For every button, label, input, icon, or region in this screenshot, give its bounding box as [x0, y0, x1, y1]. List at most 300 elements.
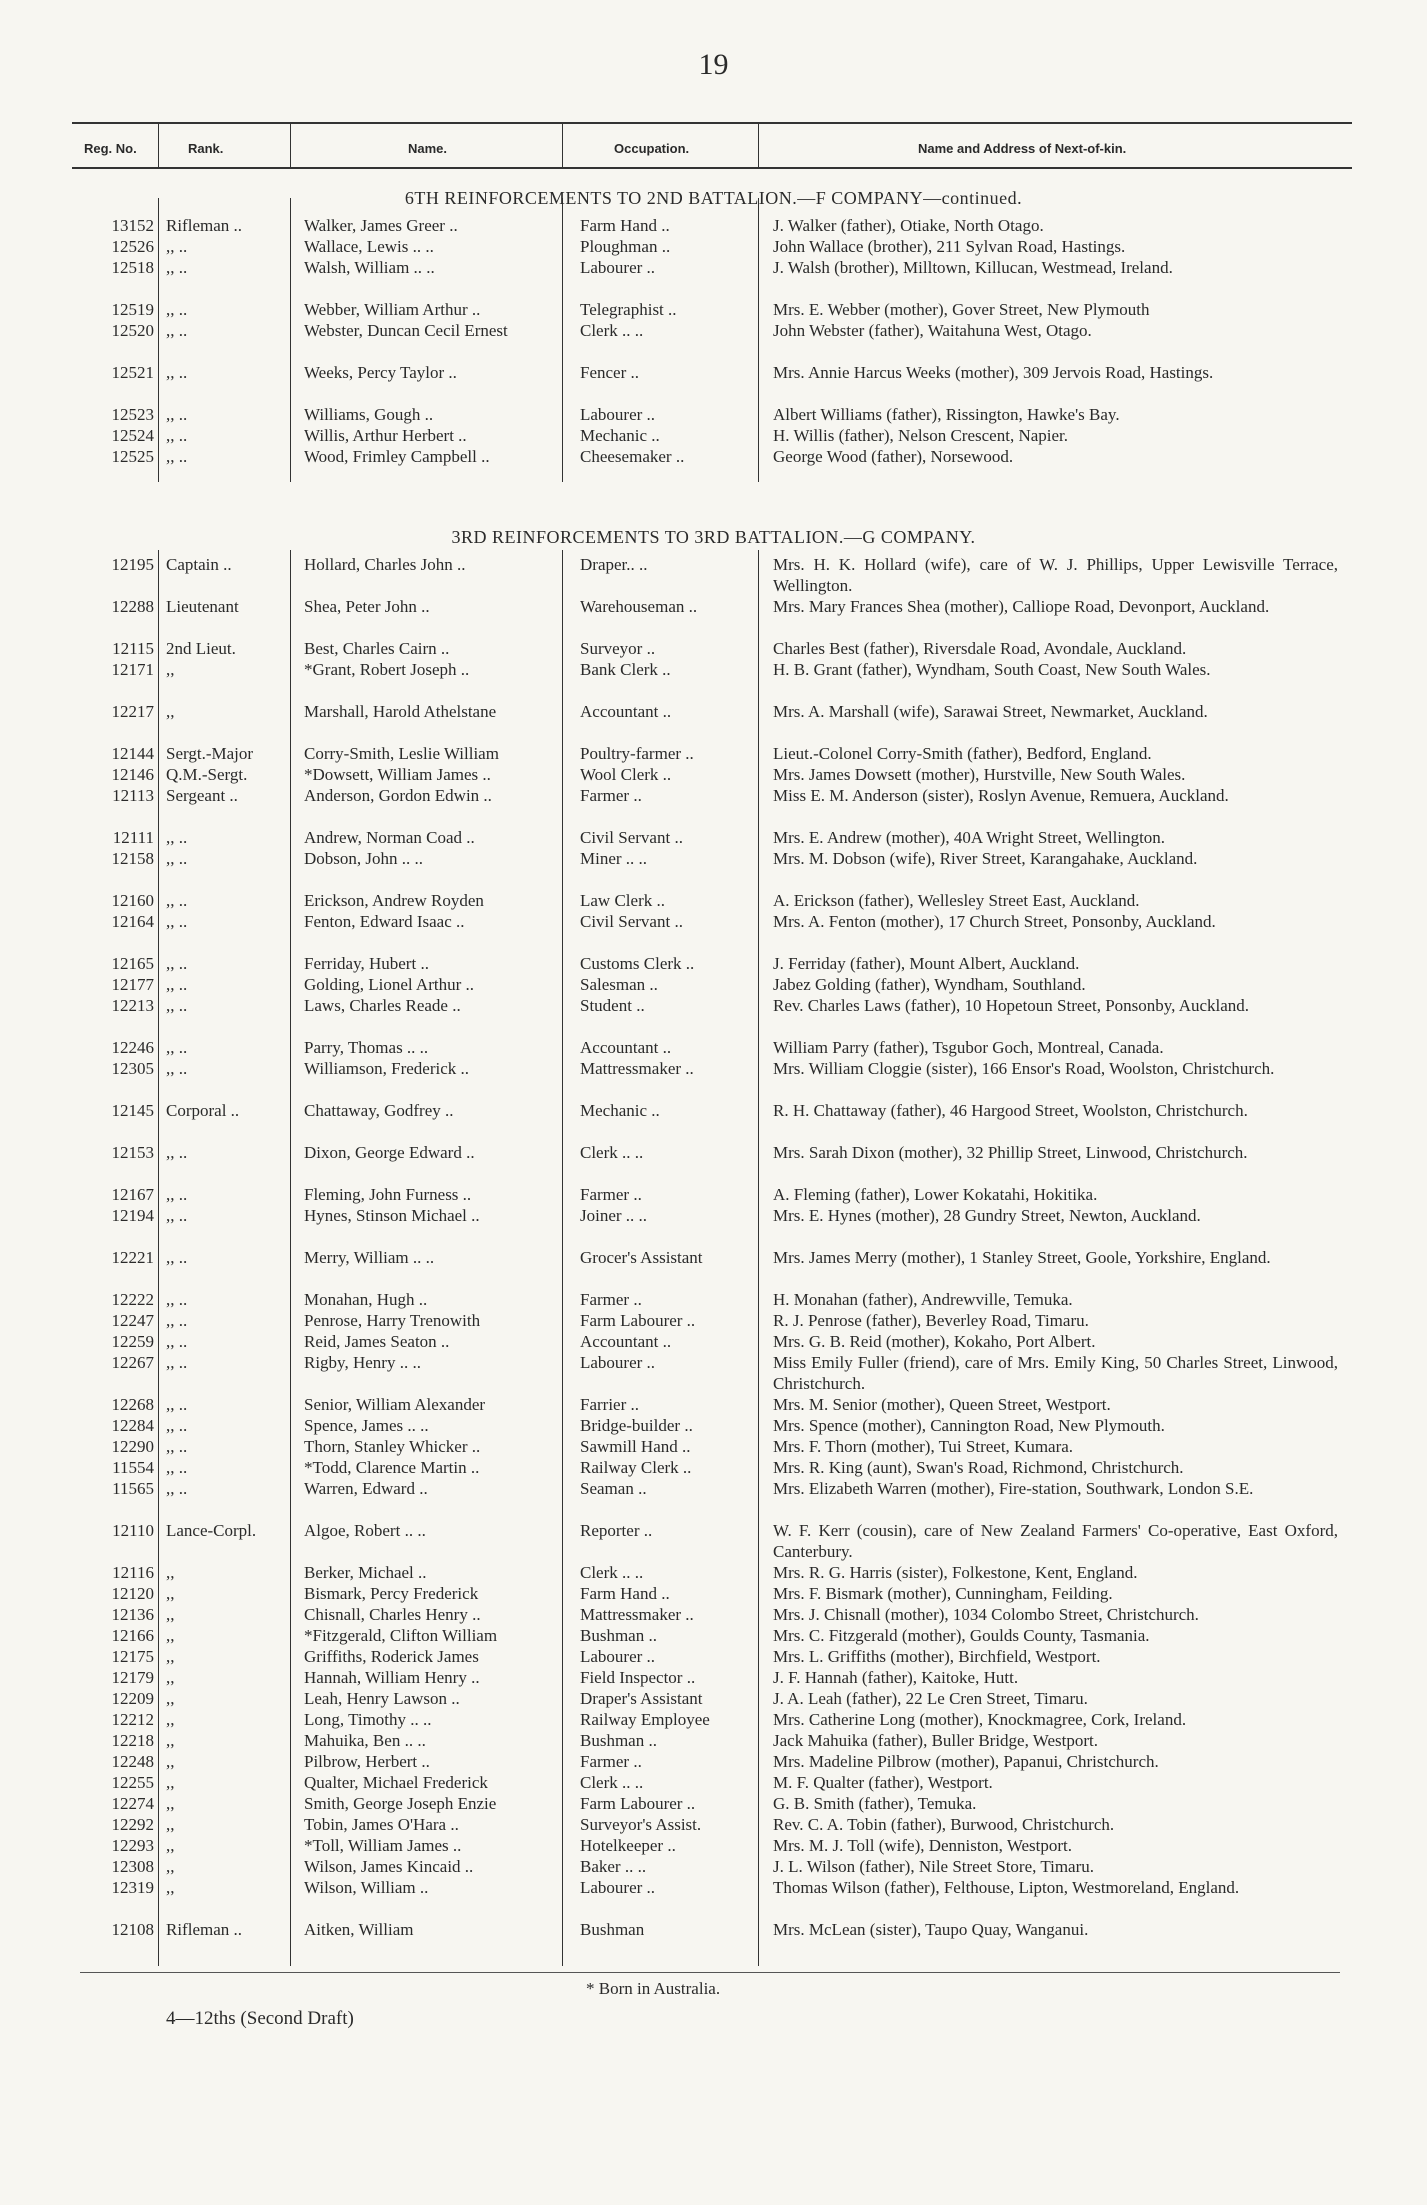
- occupation: Farrier ..: [580, 1395, 640, 1414]
- next-of-kin: Lieut.-Colonel Corry-Smith (father), Bedford, England.: [773, 744, 1152, 763]
- soldier-name: Shea, Peter John ..: [304, 597, 430, 616]
- occupation: Labourer ..: [580, 1878, 656, 1897]
- soldier-name: Webber, William Arthur ..: [304, 300, 481, 319]
- rank: ,, ..: [166, 426, 188, 445]
- soldier-name: Parry, Thomas .. ..: [304, 1038, 429, 1057]
- rank: Lance-Corpl.: [166, 1521, 257, 1540]
- column-rule: [758, 198, 759, 482]
- reg-number: 12217: [111, 702, 154, 721]
- occupation: Accountant ..: [580, 1332, 672, 1351]
- occupation: Telegraphist ..: [580, 300, 677, 319]
- occupation: Farm Hand ..: [580, 1584, 670, 1603]
- next-of-kin: Mrs. E. Hynes (mother), 28 Gundry Street, Newton, Auckland.: [773, 1206, 1201, 1225]
- rank: ,, ..: [166, 321, 188, 340]
- next-of-kin: Mrs. James Merry (mother), 1 Stanley Street, Goole, Yorkshire, England.: [773, 1248, 1271, 1267]
- reg-number: 12255: [111, 1773, 154, 1792]
- soldier-name: Hollard, Charles John ..: [304, 555, 466, 574]
- occupation: Railway Clerk ..: [580, 1458, 692, 1477]
- next-of-kin: J. F. Hannah (father), Kaitoke, Hutt.: [773, 1668, 1019, 1687]
- occupation: Customs Clerk ..: [580, 954, 695, 973]
- occupation: Miner .. ..: [580, 849, 648, 868]
- rank: ,, ..: [166, 1395, 188, 1414]
- next-of-kin: R. J. Penrose (father), Beverley Road, Timaru.: [773, 1311, 1089, 1330]
- next-of-kin: Mrs. R. G. Harris (sister), Folkestone, Kent, England.: [773, 1563, 1138, 1582]
- rank: 2nd Lieut.: [166, 639, 236, 658]
- occupation: Bushman ..: [580, 1626, 657, 1645]
- column-rule: [562, 198, 563, 482]
- soldier-name: Bismark, Percy Frederick: [304, 1584, 479, 1603]
- occupation: Student ..: [580, 996, 645, 1015]
- reg-number: 12115: [112, 639, 154, 658]
- soldier-name: Willis, Arthur Herbert ..: [304, 426, 467, 445]
- rank: Sergt.-Major: [166, 744, 254, 763]
- rank: ,,: [166, 1836, 175, 1855]
- rank: ,, ..: [166, 363, 188, 382]
- rank: ,, ..: [166, 1458, 188, 1477]
- occupation: Farm Labourer ..: [580, 1794, 696, 1813]
- col-head-reg: Reg. No.: [84, 141, 137, 156]
- occupation: Grocer's Assistant: [580, 1248, 703, 1267]
- rank: ,, ..: [166, 237, 188, 256]
- reg-number: 12166: [111, 1626, 154, 1645]
- reg-number: 12120: [111, 1584, 154, 1603]
- reg-number: 12523: [111, 405, 154, 424]
- rank: ,, ..: [166, 447, 188, 466]
- reg-number: 12158: [111, 849, 154, 868]
- rank: ,, ..: [166, 1143, 188, 1162]
- occupation: Bridge-builder ..: [580, 1416, 693, 1435]
- reg-number: 12195: [111, 555, 154, 574]
- rank: ,, ..: [166, 828, 188, 847]
- reg-number: 12521: [111, 363, 154, 382]
- next-of-kin: Mrs. R. King (aunt), Swan's Road, Richmond, Christchurch.: [773, 1458, 1184, 1477]
- reg-number: 12144: [111, 744, 154, 763]
- occupation: Joiner .. ..: [580, 1206, 648, 1225]
- next-of-kin: Mrs. L. Griffiths (mother), Birchfield, Westport.: [773, 1647, 1101, 1666]
- soldier-name: Ferriday, Hubert ..: [304, 954, 429, 973]
- next-of-kin: Mrs. M. Senior (mother), Queen Street, Westport.: [773, 1395, 1111, 1414]
- next-of-kin: Mrs. William Cloggie (sister), 166 Ensor's Road, Woolston, Christchurch.: [773, 1059, 1275, 1078]
- occupation: Wool Clerk ..: [580, 765, 672, 784]
- occupation: Farm Hand ..: [580, 216, 670, 235]
- next-of-kin: Mrs. F. Thorn (mother), Tui Street, Kumara.: [773, 1437, 1074, 1456]
- next-of-kin: Thomas Wilson (father), Felthouse, Lipton, Westmoreland, England.: [773, 1878, 1240, 1897]
- reg-number: 12145: [111, 1101, 154, 1120]
- reg-number: 12209: [111, 1689, 154, 1708]
- soldier-name: Aitken, William: [304, 1920, 414, 1939]
- next-of-kin: Mrs. Mary Frances Shea (mother), Calliope Road, Devonport, Auckland.: [773, 597, 1270, 616]
- occupation: Labourer ..: [580, 1353, 656, 1372]
- soldier-name: Wilson, James Kincaid ..: [304, 1857, 474, 1876]
- rank: Corporal ..: [166, 1101, 240, 1120]
- reg-number: 12194: [111, 1206, 154, 1225]
- soldier-name: Penrose, Harry Trenowith: [304, 1311, 481, 1330]
- reg-number: 12525: [111, 447, 154, 466]
- reg-number: 12160: [111, 891, 154, 910]
- occupation: Labourer ..: [580, 405, 656, 424]
- next-of-kin: A. Erickson (father), Wellesley Street East, Auckland.: [773, 891, 1140, 910]
- header-divider: [758, 124, 759, 167]
- col-head-kin: Name and Address of Next-of-kin.: [918, 141, 1127, 156]
- rank: ,,: [166, 1878, 175, 1897]
- occupation: Hotelkeeper ..: [580, 1836, 676, 1855]
- reg-number: 12246: [111, 1038, 154, 1057]
- next-of-kin: Mrs. Catherine Long (mother), Knockmagree, Cork, Ireland.: [773, 1710, 1187, 1729]
- occupation: Labourer ..: [580, 1647, 656, 1666]
- reg-number: 12268: [111, 1395, 154, 1414]
- rank: ,,: [166, 1752, 175, 1771]
- rank: ,,: [166, 1626, 175, 1645]
- header-divider: [158, 124, 159, 167]
- occupation: Farmer ..: [580, 1185, 642, 1204]
- next-of-kin: John Wallace (brother), 211 Sylvan Road, Hastings.: [773, 237, 1126, 256]
- occupation: Mattressmaker ..: [580, 1605, 694, 1624]
- reg-number: 12175: [111, 1647, 154, 1666]
- rank: ,, ..: [166, 1311, 188, 1330]
- next-of-kin: G. B. Smith (father), Temuka.: [773, 1794, 977, 1813]
- next-of-kin: M. F. Qualter (father), Westport.: [773, 1773, 993, 1792]
- soldier-name: Pilbrow, Herbert ..: [304, 1752, 430, 1771]
- reg-number: 12247: [111, 1311, 154, 1330]
- soldier-name: Senior, William Alexander: [304, 1395, 486, 1414]
- soldier-name: Algoe, Robert .. ..: [304, 1521, 426, 1540]
- soldier-name: Andrew, Norman Coad ..: [304, 828, 475, 847]
- reg-number: 12179: [111, 1668, 154, 1687]
- rank: ,, ..: [166, 912, 188, 931]
- soldier-name: *Dowsett, William James ..: [304, 765, 491, 784]
- next-of-kin: Mrs. M. J. Toll (wife), Denniston, Westport.: [773, 1836, 1073, 1855]
- soldier-name: Warren, Edward ..: [304, 1479, 428, 1498]
- rank: ,,: [166, 660, 175, 679]
- soldier-name: Erickson, Andrew Royden: [304, 891, 484, 910]
- soldier-name: Weeks, Percy Taylor ..: [304, 363, 457, 382]
- rank: ,, ..: [166, 300, 188, 319]
- reg-number: 12292: [111, 1815, 154, 1834]
- column-rule: [290, 550, 291, 1966]
- rank: ,,: [166, 1563, 175, 1582]
- next-of-kin: W. F. Kerr (cousin), care of New Zealand Farmers' Co-operative, East Oxford, Canterbury.: [773, 1521, 1338, 1561]
- next-of-kin: Mrs. Annie Harcus Weeks (mother), 309 Jervois Road, Hastings.: [773, 363, 1214, 382]
- rank: Rifleman ..: [166, 1920, 243, 1939]
- reg-number: 12153: [111, 1143, 154, 1162]
- next-of-kin: H. Monahan (father), Andrewville, Temuka.: [773, 1290, 1073, 1309]
- occupation: Labourer ..: [580, 258, 656, 277]
- occupation: Mechanic ..: [580, 1101, 660, 1120]
- occupation: Salesman ..: [580, 975, 658, 994]
- reg-number: 12221: [111, 1248, 154, 1267]
- reg-number: 12305: [111, 1059, 154, 1078]
- reg-number: 12110: [112, 1521, 154, 1540]
- reg-number: 12319: [111, 1878, 154, 1897]
- next-of-kin: Mrs. Spence (mother), Cannington Road, New Plymouth.: [773, 1416, 1165, 1435]
- next-of-kin: Mrs. A. Marshall (wife), Sarawai Street, Newmarket, Auckland.: [773, 702, 1208, 721]
- rank: ,, ..: [166, 891, 188, 910]
- rank: ,,: [166, 1689, 175, 1708]
- next-of-kin: Mrs. Sarah Dixon (mother), 32 Phillip Street, Linwood, Christchurch.: [773, 1143, 1248, 1162]
- reg-number: 12259: [111, 1332, 154, 1351]
- soldier-name: Williams, Gough ..: [304, 405, 434, 424]
- occupation: Bank Clerk ..: [580, 660, 671, 679]
- rank: ,, ..: [166, 1416, 188, 1435]
- soldier-name: Thorn, Stanley Whicker ..: [304, 1437, 481, 1456]
- soldier-name: Williamson, Frederick ..: [304, 1059, 470, 1078]
- soldier-name: Berker, Michael ..: [304, 1563, 427, 1582]
- next-of-kin: Mrs. M. Dobson (wife), River Street, Karangahake, Auckland.: [773, 849, 1198, 868]
- reg-number: 12164: [111, 912, 154, 931]
- next-of-kin: A. Fleming (father), Lower Kokatahi, Hokitika.: [773, 1185, 1098, 1204]
- occupation: Farmer ..: [580, 786, 642, 805]
- soldier-name: Tobin, James O'Hara ..: [304, 1815, 459, 1834]
- soldier-name: Merry, William .. ..: [304, 1248, 435, 1267]
- next-of-kin: Mrs. C. Fitzgerald (mother), Goulds County, Tasmania.: [773, 1626, 1150, 1645]
- rank: ,, ..: [166, 954, 188, 973]
- soldier-name: Walsh, William .. ..: [304, 258, 435, 277]
- occupation: Surveyor ..: [580, 639, 656, 658]
- reg-number: 12518: [111, 258, 154, 277]
- soldier-name: *Toll, William James ..: [304, 1836, 462, 1855]
- header-bottom-rule: [72, 167, 1352, 169]
- next-of-kin: John Webster (father), Waitahuna West, Otago.: [773, 321, 1092, 340]
- reg-number: 12222: [111, 1290, 154, 1309]
- reg-number: 12290: [111, 1437, 154, 1456]
- soldier-name: Wilson, William ..: [304, 1878, 429, 1897]
- rank: ,, ..: [166, 975, 188, 994]
- reg-number: 12213: [111, 996, 154, 1015]
- section-title: 3RD REINFORCEMENTS TO 3RD BATTALION.—G COMPANY.: [451, 527, 976, 547]
- reg-number: 12171: [111, 660, 154, 679]
- rank: ,, ..: [166, 1332, 188, 1351]
- column-rule: [158, 198, 159, 482]
- reg-number: 12165: [111, 954, 154, 973]
- reg-number: 12308: [111, 1857, 154, 1876]
- soldier-name: Corry-Smith, Leslie William: [304, 744, 499, 763]
- occupation: Reporter ..: [580, 1521, 653, 1540]
- header-divider: [290, 124, 291, 167]
- soldier-name: Monahan, Hugh ..: [304, 1290, 428, 1309]
- rank: ,,: [166, 1857, 175, 1876]
- occupation: Clerk .. ..: [580, 1143, 644, 1162]
- occupation: Farm Labourer ..: [580, 1311, 696, 1330]
- reg-number: 12248: [111, 1752, 154, 1771]
- occupation: Mechanic ..: [580, 426, 660, 445]
- occupation: Railway Employee: [580, 1710, 710, 1729]
- column-rule: [758, 550, 759, 1966]
- occupation: Draper.. ..: [580, 555, 648, 574]
- next-of-kin: Mrs. J. Chisnall (mother), 1034 Colombo Street, Christchurch.: [773, 1605, 1199, 1624]
- soldier-name: Spence, James .. ..: [304, 1416, 429, 1435]
- next-of-kin: J. Walsh (brother), Milltown, Killucan, Westmead, Ireland.: [773, 258, 1173, 277]
- reg-number: 12274: [111, 1794, 154, 1813]
- reg-number: 12111: [112, 828, 154, 847]
- reg-number: 12267: [111, 1353, 154, 1372]
- reg-number: 12177: [111, 975, 154, 994]
- occupation: Law Clerk ..: [580, 891, 665, 910]
- soldier-name: Griffiths, Roderick James: [304, 1647, 479, 1666]
- column-rule: [290, 198, 291, 482]
- reg-number: 11565: [112, 1479, 154, 1498]
- rank: Captain ..: [166, 555, 232, 574]
- next-of-kin: Mrs. McLean (sister), Taupo Quay, Wanganui.: [773, 1920, 1089, 1939]
- occupation: Civil Servant ..: [580, 912, 683, 931]
- next-of-kin: H. B. Grant (father), Wyndham, South Coast, New South Wales.: [773, 660, 1211, 679]
- next-of-kin: J. A. Leah (father), 22 Le Cren Street, Timaru.: [773, 1689, 1088, 1708]
- col-head-occupation: Occupation.: [614, 141, 690, 156]
- soldier-name: Chisnall, Charles Henry ..: [304, 1605, 481, 1624]
- next-of-kin: Mrs. H. K. Hollard (wife), care of W. J. Phillips, Upper Lewisville Terrace, Wellington.: [773, 555, 1338, 595]
- rank: ,, ..: [166, 1038, 188, 1057]
- header-divider: [562, 124, 563, 167]
- next-of-kin: William Parry (father), Tsgubor Goch, Montreal, Canada.: [773, 1038, 1164, 1057]
- rank: ,, ..: [166, 1353, 188, 1372]
- occupation: Sawmill Hand ..: [580, 1437, 691, 1456]
- soldier-name: *Todd, Clarence Martin ..: [304, 1458, 480, 1477]
- next-of-kin: J. Walker (father), Otiake, North Otago.: [773, 216, 1044, 235]
- occupation: Accountant ..: [580, 1038, 672, 1057]
- rank: ,,: [166, 1710, 175, 1729]
- rank: ,,: [166, 1815, 175, 1834]
- soldier-name: Leah, Henry Lawson ..: [304, 1689, 460, 1708]
- occupation: Clerk .. ..: [580, 1563, 644, 1582]
- soldier-name: Marshall, Harold Athelstane: [304, 702, 497, 721]
- occupation: Ploughman ..: [580, 237, 671, 256]
- next-of-kin: H. Willis (father), Nelson Crescent, Napier.: [773, 426, 1069, 445]
- rank: ,,: [166, 1647, 175, 1666]
- occupation: Accountant ..: [580, 702, 672, 721]
- soldier-name: *Fitzgerald, Clifton William: [304, 1626, 498, 1645]
- column-rule: [562, 550, 563, 1966]
- rank: ,, ..: [166, 849, 188, 868]
- occupation: Field Inspector ..: [580, 1668, 696, 1687]
- occupation: Clerk .. ..: [580, 321, 644, 340]
- occupation: Fencer ..: [580, 363, 640, 382]
- next-of-kin: Charles Best (father), Riversdale Road, Avondale, Auckland.: [773, 639, 1187, 658]
- rank: ,,: [166, 702, 175, 721]
- column-rule: [158, 550, 159, 1966]
- soldier-name: Qualter, Michael Frederick: [304, 1773, 488, 1792]
- occupation: Civil Servant ..: [580, 828, 683, 847]
- rank: ,, ..: [166, 1248, 188, 1267]
- occupation: Mattressmaker ..: [580, 1059, 694, 1078]
- next-of-kin: Mrs. E. Andrew (mother), 40A Wright Street, Wellington.: [773, 828, 1166, 847]
- occupation: Bushman ..: [580, 1731, 657, 1750]
- soldier-name: Anderson, Gordon Edwin ..: [304, 786, 492, 805]
- soldier-name: Dixon, George Edward ..: [304, 1143, 475, 1162]
- rank: Lieutenant: [166, 597, 239, 616]
- reg-number: 12108: [111, 1920, 154, 1939]
- rank: ,, ..: [166, 1206, 188, 1225]
- soldier-name: Smith, George Joseph Enzie: [304, 1794, 497, 1813]
- col-head-name: Name.: [408, 141, 448, 156]
- rank: ,, ..: [166, 405, 188, 424]
- rank: ,,: [166, 1605, 175, 1624]
- next-of-kin: Mrs. James Dowsett (mother), Hurstville, New South Wales.: [773, 765, 1186, 784]
- occupation: Farmer ..: [580, 1752, 642, 1771]
- next-of-kin: J. L. Wilson (father), Nile Street Store, Timaru.: [773, 1857, 1095, 1876]
- next-of-kin: Miss E. M. Anderson (sister), Roslyn Avenue, Remuera, Auckland.: [773, 786, 1229, 805]
- soldier-name: *Grant, Robert Joseph ..: [304, 660, 470, 679]
- next-of-kin: Rev. Charles Laws (father), 10 Hopetoun Street, Ponsonby, Auckland.: [773, 996, 1250, 1015]
- soldier-name: Fenton, Edward Isaac ..: [304, 912, 465, 931]
- rank: ,, ..: [166, 1290, 188, 1309]
- rank: ,,: [166, 1584, 175, 1603]
- soldier-name: Chattaway, Godfrey ..: [304, 1101, 454, 1120]
- reg-number: 12167: [111, 1185, 154, 1204]
- occupation: Warehouseman ..: [580, 597, 698, 616]
- soldier-name: Dobson, John .. ..: [304, 849, 424, 868]
- occupation: Baker .. ..: [580, 1857, 647, 1876]
- soldier-name: Best, Charles Cairn ..: [304, 639, 450, 658]
- rank: ,,: [166, 1731, 175, 1750]
- reg-number: 12218: [111, 1731, 154, 1750]
- reg-number: 12526: [111, 237, 154, 256]
- rank: ,, ..: [166, 258, 188, 277]
- soldier-name: Long, Timothy .. ..: [304, 1710, 432, 1729]
- soldier-name: Hynes, Stinson Michael ..: [304, 1206, 480, 1225]
- footnote: * Born in Australia.: [586, 1979, 721, 1998]
- occupation: Farmer ..: [580, 1290, 642, 1309]
- reg-number: 12113: [112, 786, 154, 805]
- occupation: Cheesemaker ..: [580, 447, 685, 466]
- next-of-kin: Jabez Golding (father), Wyndham, Southland.: [773, 975, 1086, 994]
- col-head-rank: Rank.: [188, 141, 224, 156]
- rank: ,,: [166, 1773, 175, 1792]
- next-of-kin: Mrs. Elizabeth Warren (mother), Fire-station, Southwark, London S.E.: [773, 1479, 1254, 1498]
- next-of-kin: Mrs. Madeline Pilbrow (mother), Papanui, Christchurch.: [773, 1752, 1159, 1771]
- next-of-kin: J. Ferriday (father), Mount Albert, Auckland.: [773, 954, 1080, 973]
- reg-number: 12520: [111, 321, 154, 340]
- reg-number: 12519: [111, 300, 154, 319]
- next-of-kin: Mrs. E. Webber (mother), Gover Street, New Plymouth: [773, 300, 1150, 319]
- soldier-name: Wood, Frimley Campbell ..: [304, 447, 490, 466]
- rank: ,,: [166, 1668, 175, 1687]
- occupation: Draper's Assistant: [580, 1689, 703, 1708]
- occupation: Surveyor's Assist.: [580, 1815, 702, 1834]
- soldier-name: Reid, James Seaton ..: [304, 1332, 450, 1351]
- reg-number: 12146: [111, 765, 154, 784]
- reg-number: 12524: [111, 426, 154, 445]
- section-title: 6TH REINFORCEMENTS TO 2ND BATTALION.—F COMPANY—continued.: [404, 188, 1023, 208]
- page-number: 19: [698, 48, 729, 81]
- reg-number: 11554: [112, 1458, 154, 1477]
- soldier-name: Fleming, John Furness ..: [304, 1185, 472, 1204]
- reg-number: 12136: [111, 1605, 154, 1624]
- next-of-kin: R. H. Chattaway (father), 46 Hargood Street, Woolston, Christchurch.: [773, 1101, 1248, 1120]
- reg-number: 13152: [111, 216, 154, 235]
- soldier-name: Hannah, William Henry ..: [304, 1668, 480, 1687]
- next-of-kin: Mrs. A. Fenton (mother), 17 Church Street, Ponsonby, Auckland.: [773, 912, 1216, 931]
- soldier-name: Wallace, Lewis .. ..: [304, 237, 434, 256]
- soldier-name: Walker, James Greer ..: [304, 216, 458, 235]
- next-of-kin: Jack Mahuika (father), Buller Bridge, Westport.: [773, 1731, 1099, 1750]
- soldier-name: Webster, Duncan Cecil Ernest: [304, 321, 508, 340]
- next-of-kin: Albert Williams (father), Rissington, Hawke's Bay.: [773, 405, 1120, 424]
- soldier-name: Rigby, Henry .. ..: [304, 1353, 421, 1372]
- rank: Rifleman ..: [166, 216, 243, 235]
- header-top-rule: [72, 122, 1352, 124]
- reg-number: 12116: [112, 1563, 154, 1582]
- occupation: Bushman: [580, 1920, 645, 1939]
- reg-number: 12284: [111, 1416, 154, 1435]
- next-of-kin: Miss Emily Fuller (friend), care of Mrs. Emily King, 50 Charles Street, Linwood, Christchurch.: [773, 1353, 1338, 1393]
- reg-number: 12288: [111, 597, 154, 616]
- rank: ,, ..: [166, 1479, 188, 1498]
- next-of-kin: Mrs. F. Bismark (mother), Cunningham, Feilding.: [773, 1584, 1113, 1603]
- soldier-name: Laws, Charles Reade ..: [304, 996, 461, 1015]
- soldier-name: Mahuika, Ben .. ..: [304, 1731, 426, 1750]
- rank: ,,: [166, 1794, 175, 1813]
- rank: Sergeant ..: [166, 786, 238, 805]
- rank: ,, ..: [166, 1437, 188, 1456]
